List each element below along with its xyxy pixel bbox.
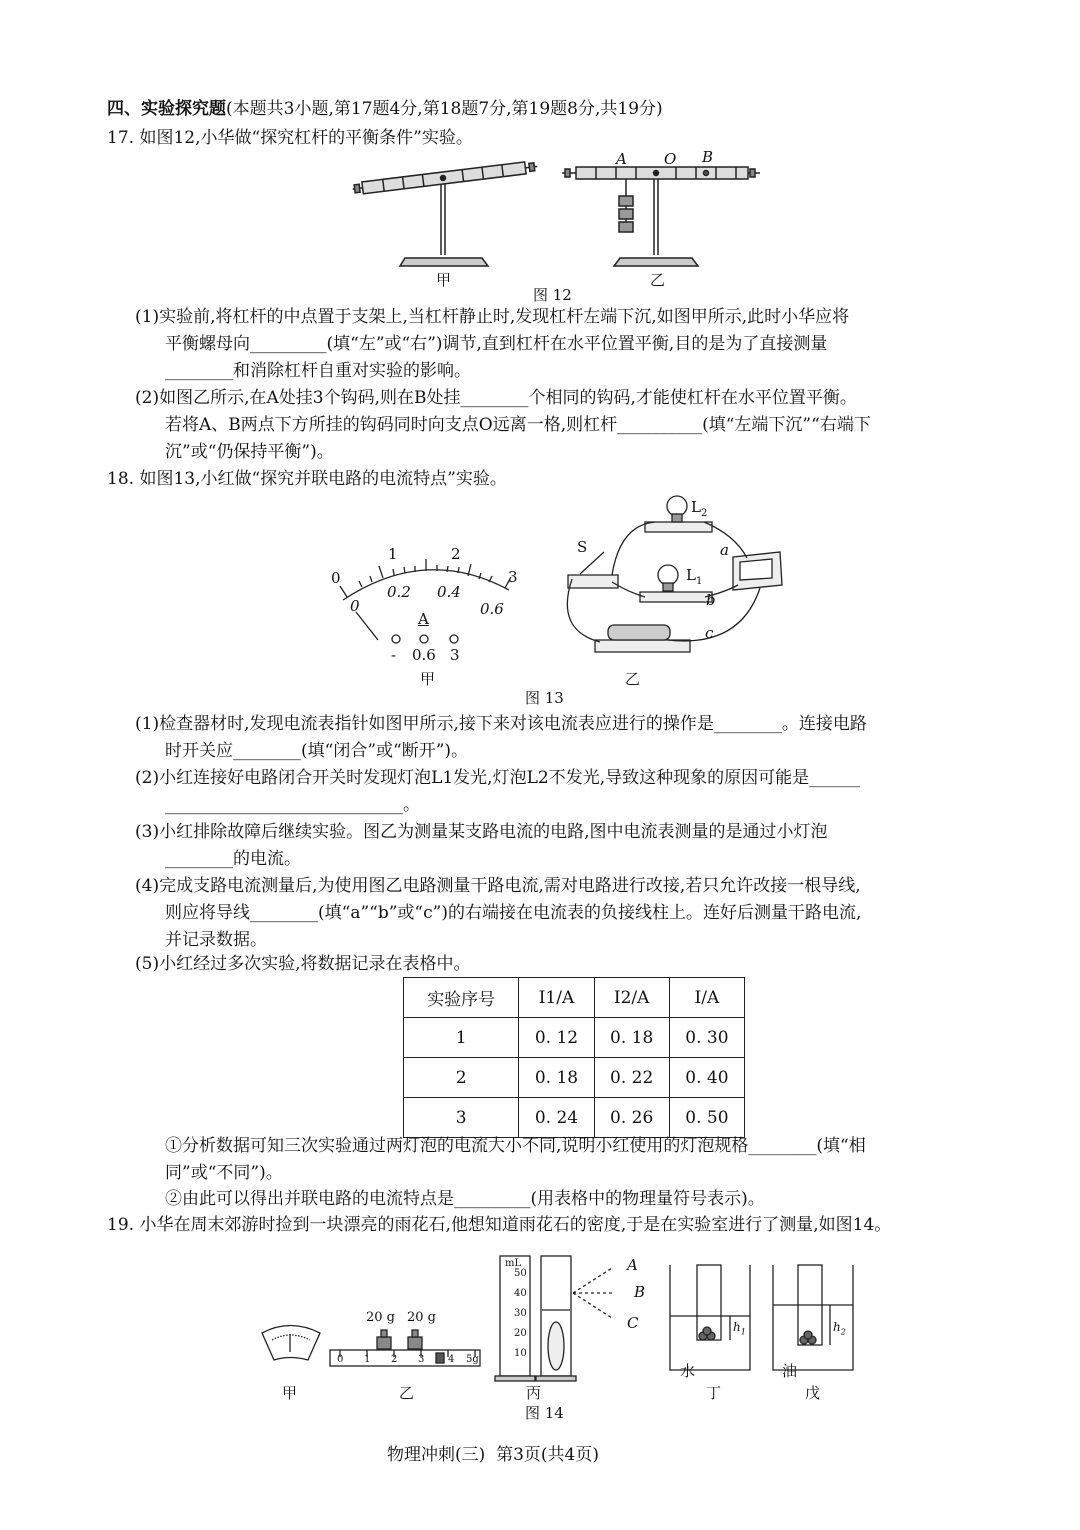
rider-4: 4 [448,1354,455,1365]
q17-p1-line1: (1)实验前,将杠杆的中点置于支架上,当杠杆静止时,发现杠杆左端下沉,如图甲所示,此时小华应将 [135,307,850,327]
q18-stem: 18. 如图13,小红做“探究并联电路的电流特点”实验。 [107,469,507,489]
table-row [404,1018,745,1058]
table-row [404,1058,745,1098]
page-footer: 物理冲刺(三) 第3页(共4页) [387,1445,599,1465]
h1-subscript: 1 [740,1327,746,1337]
table-cell: 0. 12 [519,1018,594,1058]
q18-p1-line1: (1)检查器材时,发现电流表指针如图甲所示,接下来对该电流表应进行的操作是________。连接电路 [135,714,867,734]
fig12-yi-label: 乙 [650,271,666,289]
q18-p2-line2: ____________________________。 [165,795,420,815]
table-header: I2/A [594,978,669,1018]
fig13-yi-label: 乙 [625,670,641,688]
meter-bottom-3: 0.6 [480,600,504,618]
data-table [403,977,745,1138]
table-cell: 0. 26 [594,1098,669,1138]
cyl-tick-30: 30 [514,1308,527,1319]
q18-s1-line2: 同”或“不同”)。 [165,1163,283,1183]
view-a-label: A [627,1256,638,1274]
q18-p4-line1: (4)完成支路电流测量后,为使用图乙电路测量干路电流,需对电路进行改接,若只允许改接一根导线, [135,876,861,896]
view-b-label: B [634,1283,646,1301]
view-c-label: C [627,1314,639,1332]
q18-p4-line2: 则应将导线________(填“a”“b”或“c”)的右端接在电流表的负接线柱上。连好后测量干路电流, [165,903,862,923]
table-cell: 0. 18 [594,1018,669,1058]
weight-label-2: 20 g [407,1310,436,1325]
cyl-tick-20: 20 [514,1328,527,1339]
table-header-row [404,978,745,1018]
table-cell: 3 [404,1098,519,1138]
rider-0: 0 [337,1354,344,1365]
wire-label-a: a [720,541,729,559]
lever-stand-yi [562,167,760,266]
rider-3: 3 [418,1354,425,1365]
q18-p3-line1: (3)小红排除故障后继续实验。图乙为测量某支路电流的电路,图中电流表测量的是通过小灯泡 [135,822,828,842]
height-h2: $h_2$ [833,1320,846,1337]
weight-label-1: 20 g [366,1310,395,1325]
q18-p2-line1: (2)小红连接好电路闭合开关时发现灯泡L1发光,灯泡L2不发光,导致这种现象的原因可能是______ [135,768,861,788]
section-title: 四、实验探究题 [107,99,226,119]
figure-12-caption: 图 12 [533,286,572,304]
l2-subscript: 2 [700,508,708,519]
cyl-tick-50: 50 [514,1268,527,1279]
q17-p1-line2: 平衡螺母向_________(填“左”或“右”)调节,直到杠杆在水平位置平衡,目的是为了直接测量 [165,334,828,354]
meter-terminal-3: 3 [450,646,460,664]
meter-bottom-1: 0.2 [387,583,411,601]
meter-top-2: 2 [451,545,461,563]
wire-label-c: c [705,624,714,642]
table-cell: 0. 18 [519,1058,594,1098]
fig13-jia-label: 甲 [420,670,436,688]
rider-5: 5g [466,1354,479,1365]
section-header [107,98,663,120]
table-header: I/A [669,978,744,1018]
fig14-jia-label: 甲 [282,1384,298,1402]
meter-bottom-0: 0 [350,597,360,615]
meter-unit: A [418,610,429,628]
fig12-jia-label: 甲 [436,271,452,289]
q17-stem: 17. 如图12,小华做“探究杠杆的平衡条件”实验。 [107,128,473,148]
q17-p1-line3: ________和消除杠杆自重对实验的影响。 [165,361,471,381]
section-note: (本题共3小题,第17题4分,第18题7分,第19题8分,共19分) [226,99,663,119]
table-cell: 2 [404,1058,519,1098]
table-cell: 1 [404,1018,519,1058]
cyl-tick-10: 10 [514,1348,527,1359]
q18-s1-line1: ①分析数据可知三次实验通过两灯泡的电流大小不同,说明小红使用的灯泡规格________(填“相 [165,1136,866,1156]
fig14-yi-label: 乙 [399,1384,415,1402]
table-cell: 0. 40 [669,1058,744,1098]
q19-stem: 19. 小华在周末郊游时捡到一块漂亮的雨花石,他想知道雨花石的密度,于是在实验室进行了测量,如图14。 [107,1215,892,1235]
meter-top-3: 3 [508,568,518,586]
q18-p1-line2: 时开关应________(填“闭合”或“断开”)。 [165,741,469,761]
rider-1: 1 [364,1354,371,1365]
q17-p2-line1: (2)如图乙所示,在A处挂3个钩码,则在B处挂________个相同的钩码,才能使杠杆在水平位置平衡。 [135,388,857,408]
fig14-wu-label: 戊 [805,1384,821,1402]
meter-terminal-neg: - [391,646,397,664]
table-cell: 0. 30 [669,1018,744,1058]
meter-bottom-2: 0.4 [437,583,461,601]
circuit-label-l1: $L_1$ [686,566,703,587]
table-cell: 0. 24 [519,1098,594,1138]
point-a-label: A [616,150,627,168]
circuit-label-l2: $L_2$ [691,498,708,519]
point-b-label: B [702,148,714,166]
liquid-water: 水 [680,1362,696,1380]
q17-p2-line3: 沉”或“仍保持平衡”)。 [165,442,334,462]
figure-14 [0,0,1080,1]
height-h1: $h_1$ [733,1320,746,1337]
q18-p4-line3: 并记录数据。 [165,930,267,950]
meter-top-0: 0 [331,569,341,587]
meter-terminal-06: 0.6 [412,646,436,664]
table-header: I1/A [519,978,594,1018]
table-row [404,1098,745,1138]
table-header: 实验序号 [404,978,519,1018]
point-o-label: O [664,150,677,168]
wire-label-b: b [706,591,716,609]
table-cell: 0. 22 [594,1058,669,1098]
q18-p3-line2: ________的电流。 [165,849,301,869]
figure-13-caption: 图 13 [525,689,564,707]
liquid-oil: 油 [782,1362,798,1380]
h2-subscript: 2 [840,1327,846,1337]
fig14-ding-label: 丁 [706,1384,722,1402]
l1-subscript: 1 [695,576,703,587]
circuit-label-s: S [577,538,588,556]
fig14-bing-label: 丙 [526,1384,542,1402]
cyl-tick-40: 40 [514,1288,527,1299]
q17-p2-line2: 若将A、B两点下方所挂的钩码同时向支点O远离一格,则杠杆__________(填“左端下沉”“右端下 [165,415,871,435]
q18-p5: (5)小红经过多次实验,将数据记录在表格中。 [135,954,471,974]
rider-2: 2 [391,1354,398,1365]
lever-stand-jia [352,160,538,266]
table-cell: 0. 50 [669,1098,744,1138]
cylinder-unit: mL [505,1258,522,1269]
meter-top-1: 1 [388,545,398,563]
q18-s2: ②由此可以得出并联电路的电流特点是_________(用表格中的物理量符号表示)。 [165,1189,765,1209]
figure-14-caption: 图 14 [525,1404,564,1422]
